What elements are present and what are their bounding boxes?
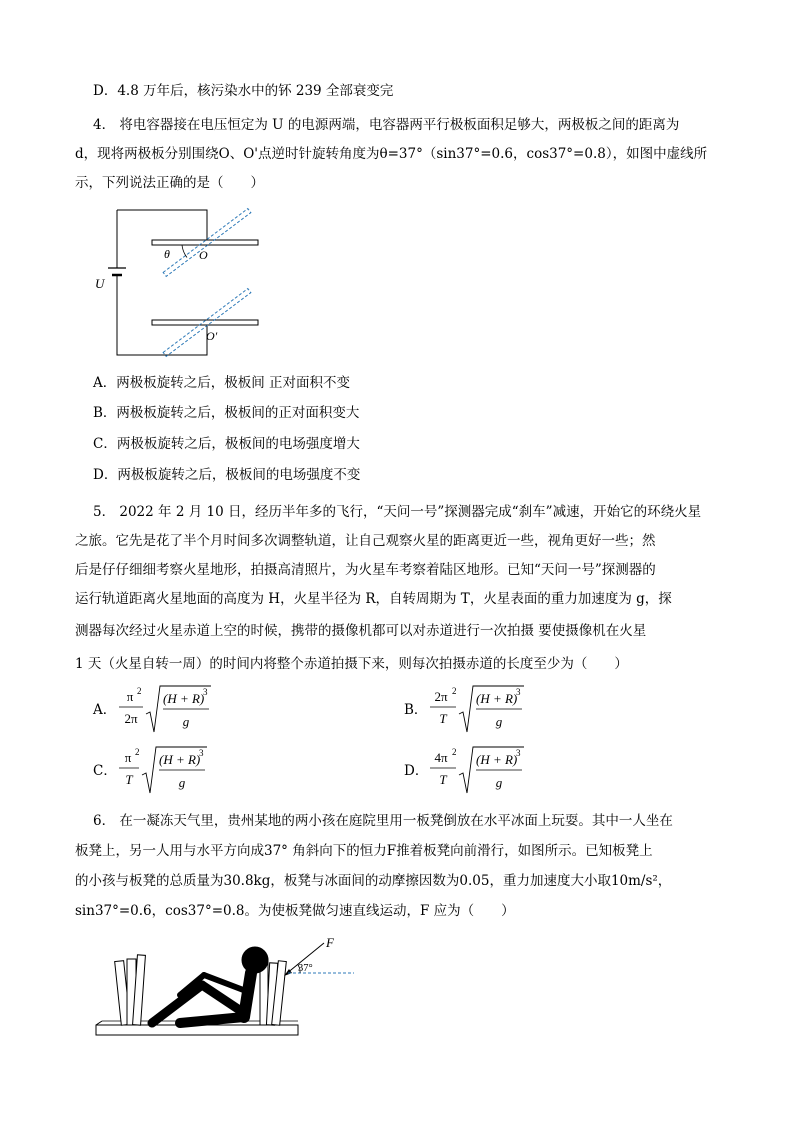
seated-child-silhouette — [152, 947, 268, 1023]
q5-option-c: C． π 2 T (H + R) 3 g — [93, 745, 243, 797]
angle-label: θ — [164, 247, 170, 261]
radicand-exponent: 3 — [203, 687, 208, 697]
q5-option-b: B． 2π 2 T (H + R) 3 g — [404, 684, 554, 736]
voltage-label: U — [95, 276, 105, 291]
angle-label: 37° — [298, 963, 313, 974]
bench-sliding-figure — [92, 935, 362, 1050]
numerator-exponent: 2 — [452, 747, 457, 757]
numerator-exponent: 2 — [137, 686, 142, 696]
numerator-exponent: 2 — [452, 686, 457, 696]
q4-stem-line-1: 4． 将电容器接在电压恒定为 U 的电源两端，电容器两平行极板面积足够大，两极板之间的距离为 — [93, 117, 680, 133]
numerator-exponent: 2 — [135, 747, 140, 757]
q5-stem-line-1: 5． 2022 年 2 月 10 日，经历半年多的飞行，“天问一号”探测器完成“刹车”减速，开始它的环绕火星 — [93, 504, 702, 520]
q5-option-a: A． π 2 2π (H + R) 3 g — [93, 684, 243, 736]
q5-stem-line-5: 测器每次经过火星赤道上空的时候，携带的摄像机都可以对赤道进行一次拍摄 要使摄像机在火星 — [75, 623, 647, 639]
q5-stem-line-2: 之旅。它先是花了半个月时间多次调整轨道，让自己观察火星的距离更近一些，视角更好一些；然 — [75, 533, 656, 549]
radicand: (H + R) — [163, 691, 205, 706]
angle-arc — [182, 245, 187, 258]
radicand-denominator: g — [495, 775, 503, 790]
numerator: 2π — [434, 689, 448, 704]
radicand-exponent: 3 — [516, 748, 521, 758]
numerator: π — [124, 750, 132, 765]
radicand-exponent: 3 — [516, 687, 521, 697]
q4-stem-line-2: d，现将两极板分别围绕O、O'点逆时针旋转角度为θ=37°（sin37°=0.6，cos37°=0.8），如图中虚线所 — [75, 146, 708, 162]
q4-stem-line-3: 示，下列说法正确的是（ ） — [75, 175, 264, 191]
radicand: (H + R) — [476, 752, 518, 767]
capacitor-circuit-figure — [90, 200, 270, 360]
q5-stem-line-6: 1 天（火星自转一周）的时间内将整个赤道拍摄下来，则每次拍摄赤道的长度至少为（ ） — [75, 656, 628, 672]
q4-option-c: C．两极板旋转之后，极板间的电场强度增大 — [93, 436, 360, 452]
denominator: T — [439, 711, 447, 726]
q6-stem-line-4: sin37°=0.6，cos37°=0.8。为使板凳做匀速直线运动，F 应为（ ） — [75, 903, 515, 919]
radicand-denominator: g — [182, 714, 190, 729]
numerator: 4π — [434, 750, 448, 765]
q4-option-d: D．两极板旋转之后，极板间的电场强度不变 — [93, 467, 361, 483]
denominator: 2π — [124, 711, 138, 726]
denominator: T — [439, 772, 447, 787]
radicand: (H + R) — [476, 691, 518, 706]
q3-option-d: D．4.8 万年后，核污染水中的钚 239 全部衰变完 — [93, 83, 394, 99]
bench-seat-board — [96, 1025, 298, 1035]
q6-stem-line-3: 的小孩与板凳的总质量为30.8kg，板凳与冰面间的动摩擦因数为0.05，重力加速度大小取10m/s²， — [75, 873, 672, 889]
denominator: T — [125, 772, 133, 787]
pivot-o-prime-label: O′ — [206, 329, 218, 343]
q5-stem-line-3: 后是仔仔细细考察火星地形，拍摄高清照片，为火星车考察着陆区地形。已知“天问一号”探测器的 — [75, 562, 656, 578]
force-label: F — [326, 935, 334, 950]
pivot-o-label: O — [199, 248, 208, 262]
q4-option-a: A．两极板旋转之后，极板间 正对面积不变 — [93, 375, 351, 391]
q6-stem-line-2: 板凳上，另一人用与水平方向成37° 角斜向下的恒力F推着板凳向前滑行，如图所示。已知板凳上 — [75, 843, 653, 859]
q6-stem-line-1: 6． 在一凝冻天气里，贵州某地的两小孩在庭院里用一板凳倒放在水平冰面上玩耍。其中一人坐在 — [93, 813, 673, 829]
radicand-denominator: g — [178, 775, 186, 790]
radicand: (H + R) — [159, 752, 201, 767]
q5-stem-line-4: 运行轨道距离火星地面的高度为 H，火星半径为 R，自转周期为 T，火星表面的重力加速度为 g，探 — [75, 591, 672, 607]
numerator: π — [126, 689, 134, 704]
radicand-exponent: 3 — [199, 748, 204, 758]
q4-option-b: B．两极板旋转之后，极板间的正对面积变大 — [93, 405, 360, 421]
radicand-denominator: g — [495, 714, 503, 729]
q5-option-d: D． 4π 2 T (H + R) 3 g — [404, 745, 554, 797]
